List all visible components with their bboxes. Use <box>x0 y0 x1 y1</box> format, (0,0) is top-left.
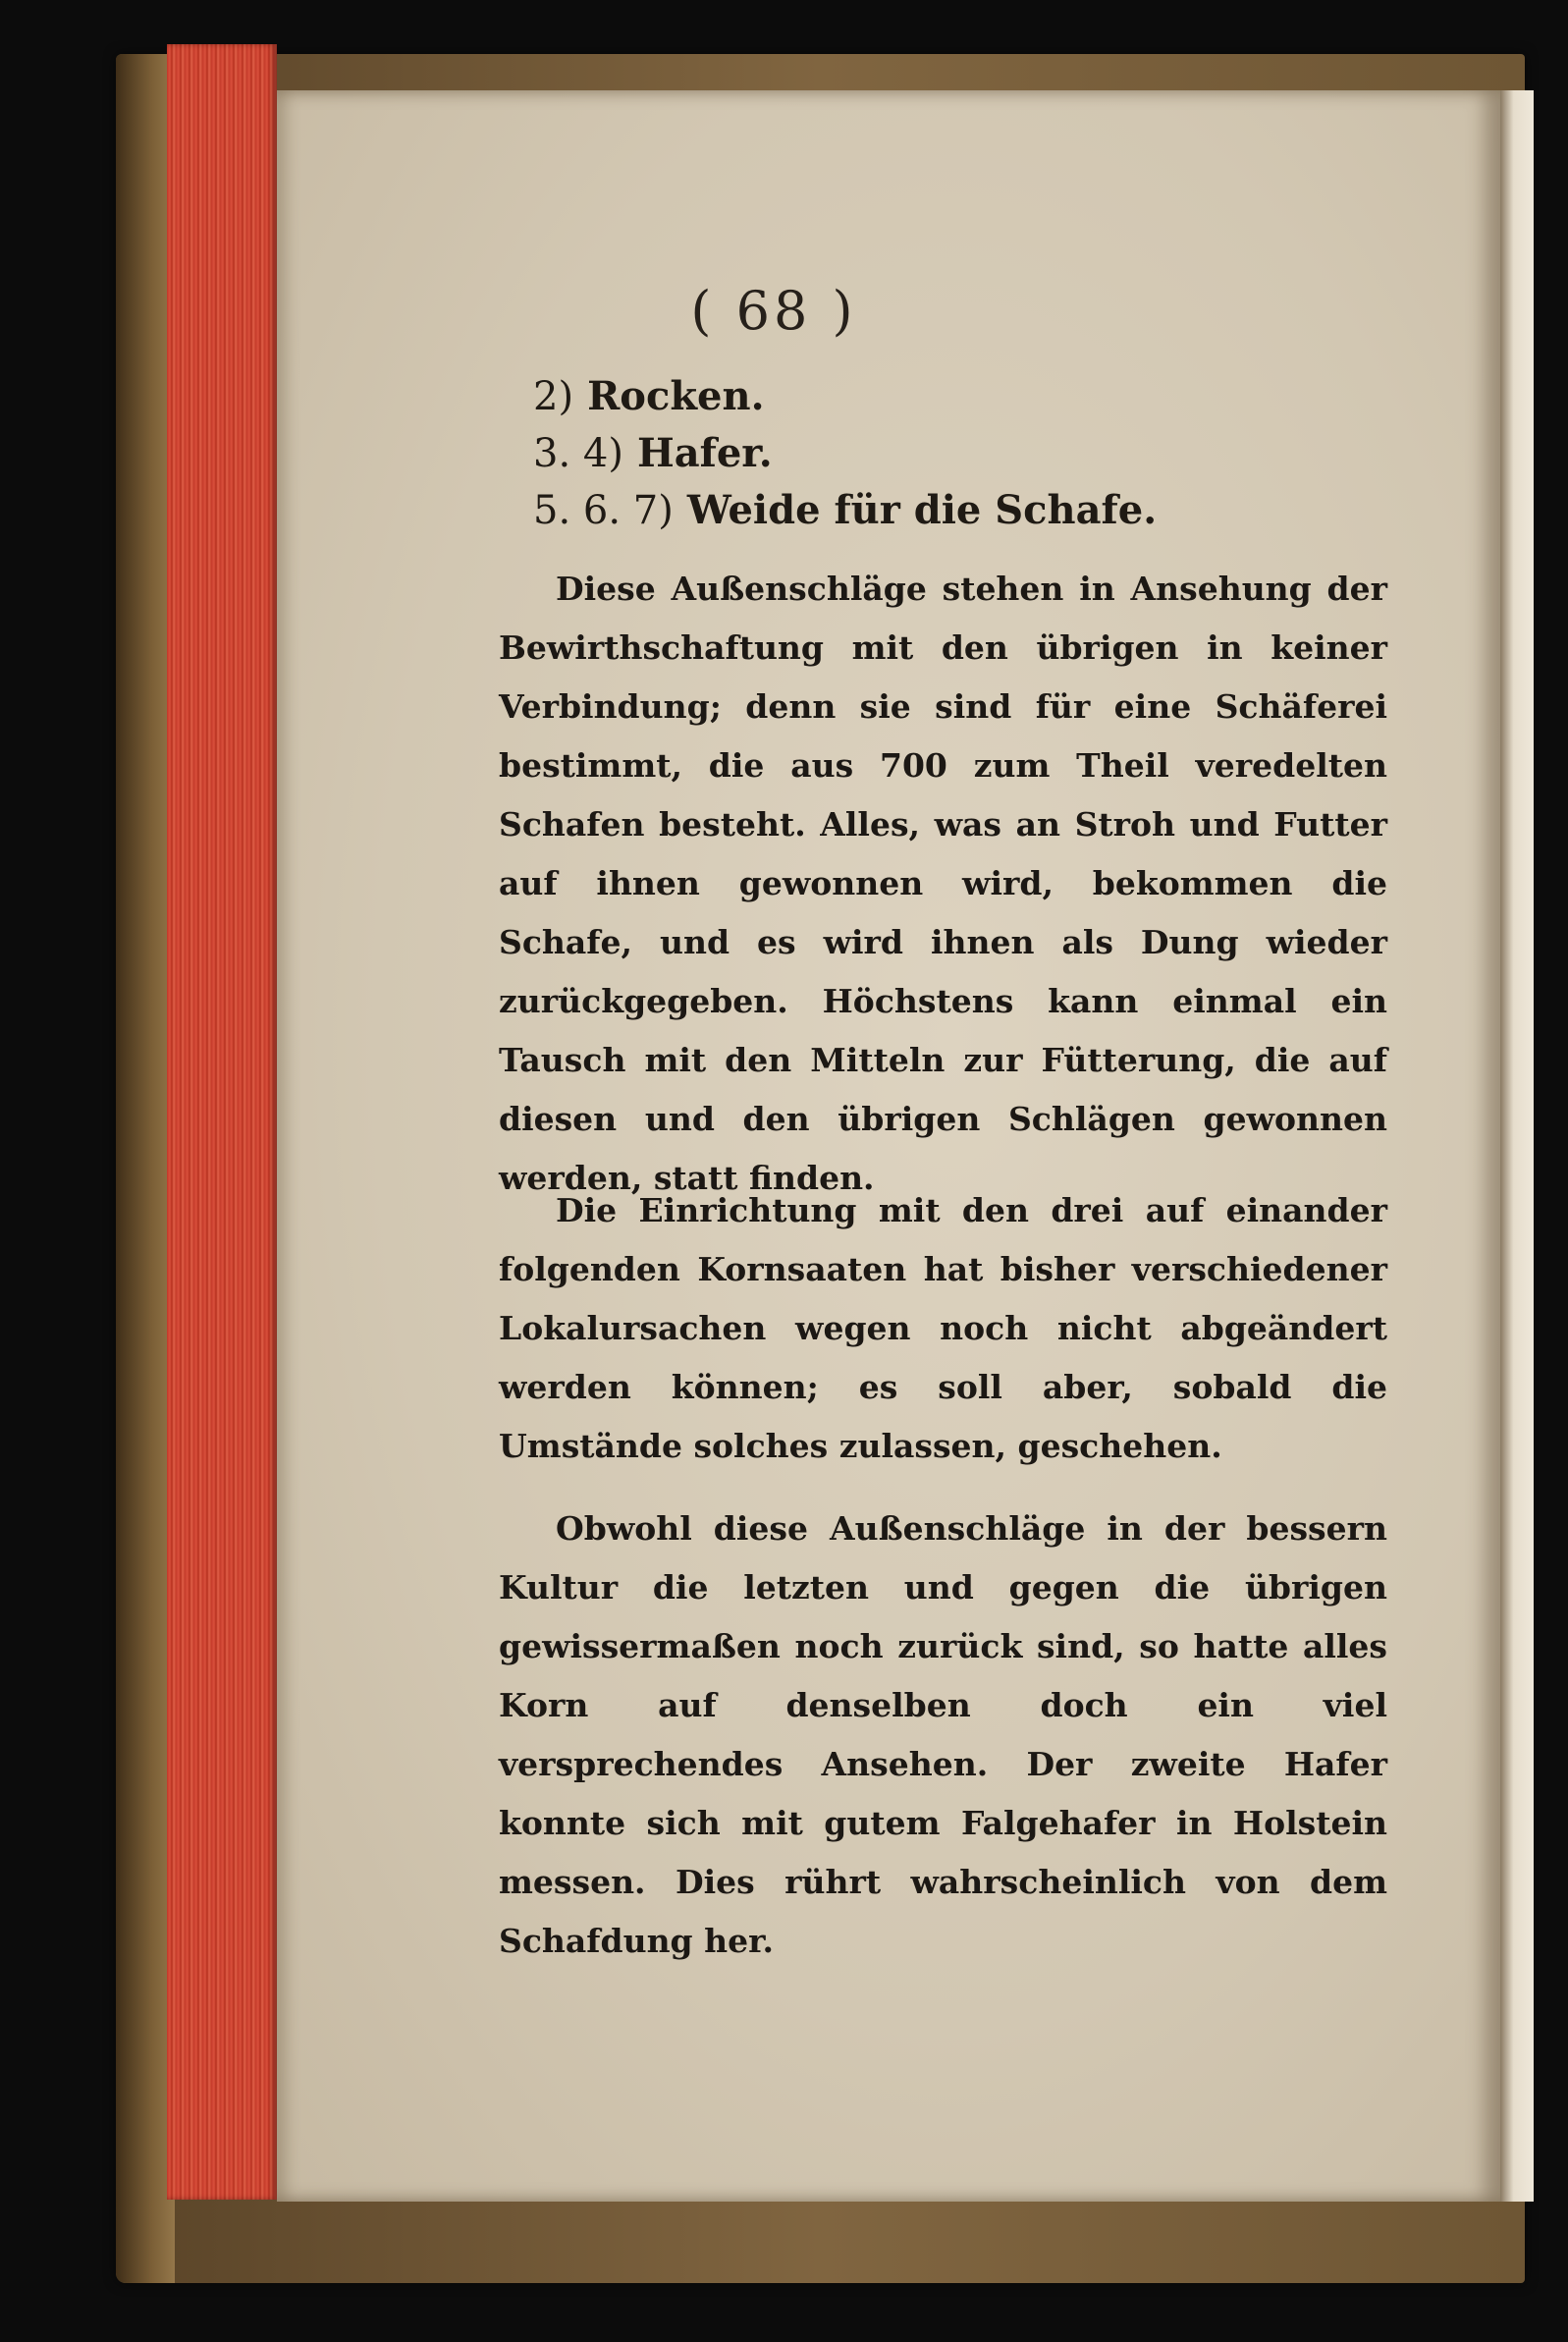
list-item-number: 2) <box>533 374 574 419</box>
list-item <box>533 482 1157 539</box>
list-item-text: Rocken. <box>587 373 765 419</box>
paragraph-text: Obwohl diese Außenschläge in der bessern Kultur die letzten und gegen die übrigen gewissermaßen noch zurück sind, so hatte alles Korn auf denselben doch ein viel versprechendes Ansehen. Der zweite Hafer konnte sich mit gutem Falgehafer in Holstein messen. Dies rührt wahrscheinlich von dem Schafdung her. <box>499 1509 1387 1960</box>
paragraph-1 <box>499 560 1387 1208</box>
red-page-edges <box>167 44 277 2200</box>
facing-page-edge <box>1500 90 1534 2202</box>
list-item-number: 3. 4) <box>533 431 623 476</box>
list-item <box>533 368 1157 425</box>
list-item <box>533 425 1157 482</box>
book-cover-edge <box>116 54 175 2283</box>
list-item-text: Weide für die Schafe. <box>686 487 1158 533</box>
page-number: ( 68 ) <box>690 280 857 342</box>
paragraph-text: Die Einrichtung mit den drei auf einander folgenden Kornsaaten hat bisher verschiedener Lokalursachen wegen noch nicht abgeändert werden können; es soll aber, sobald die Umstände solches zulassen, geschehen. <box>499 1191 1387 1465</box>
paragraph-text: Diese Außenschläge stehen in Ansehung der Bewirthschaftung mit den übrigen in keiner Verbindung; denn sie sind für eine Schäferei bestimmt, die aus 700 zum Theil veredelten Schafen besteht. Alles, was an Stroh und Futter auf ihnen gewonnen wird, bekommen die Schafe, und es wird ihnen als Dung wieder zurückgegeben. Höchstens kann einmal ein Tausch mit den Mitteln zur Fütterung, die auf diesen und den übrigen Schlägen gewonnen werden, statt finden. <box>499 570 1387 1197</box>
list-item-number: 5. 6. 7) <box>533 488 674 533</box>
crop-list <box>533 368 1157 539</box>
paragraph-2 <box>499 1181 1387 1476</box>
list-item-text: Hafer. <box>636 430 773 476</box>
paragraph-3 <box>499 1499 1387 1971</box>
